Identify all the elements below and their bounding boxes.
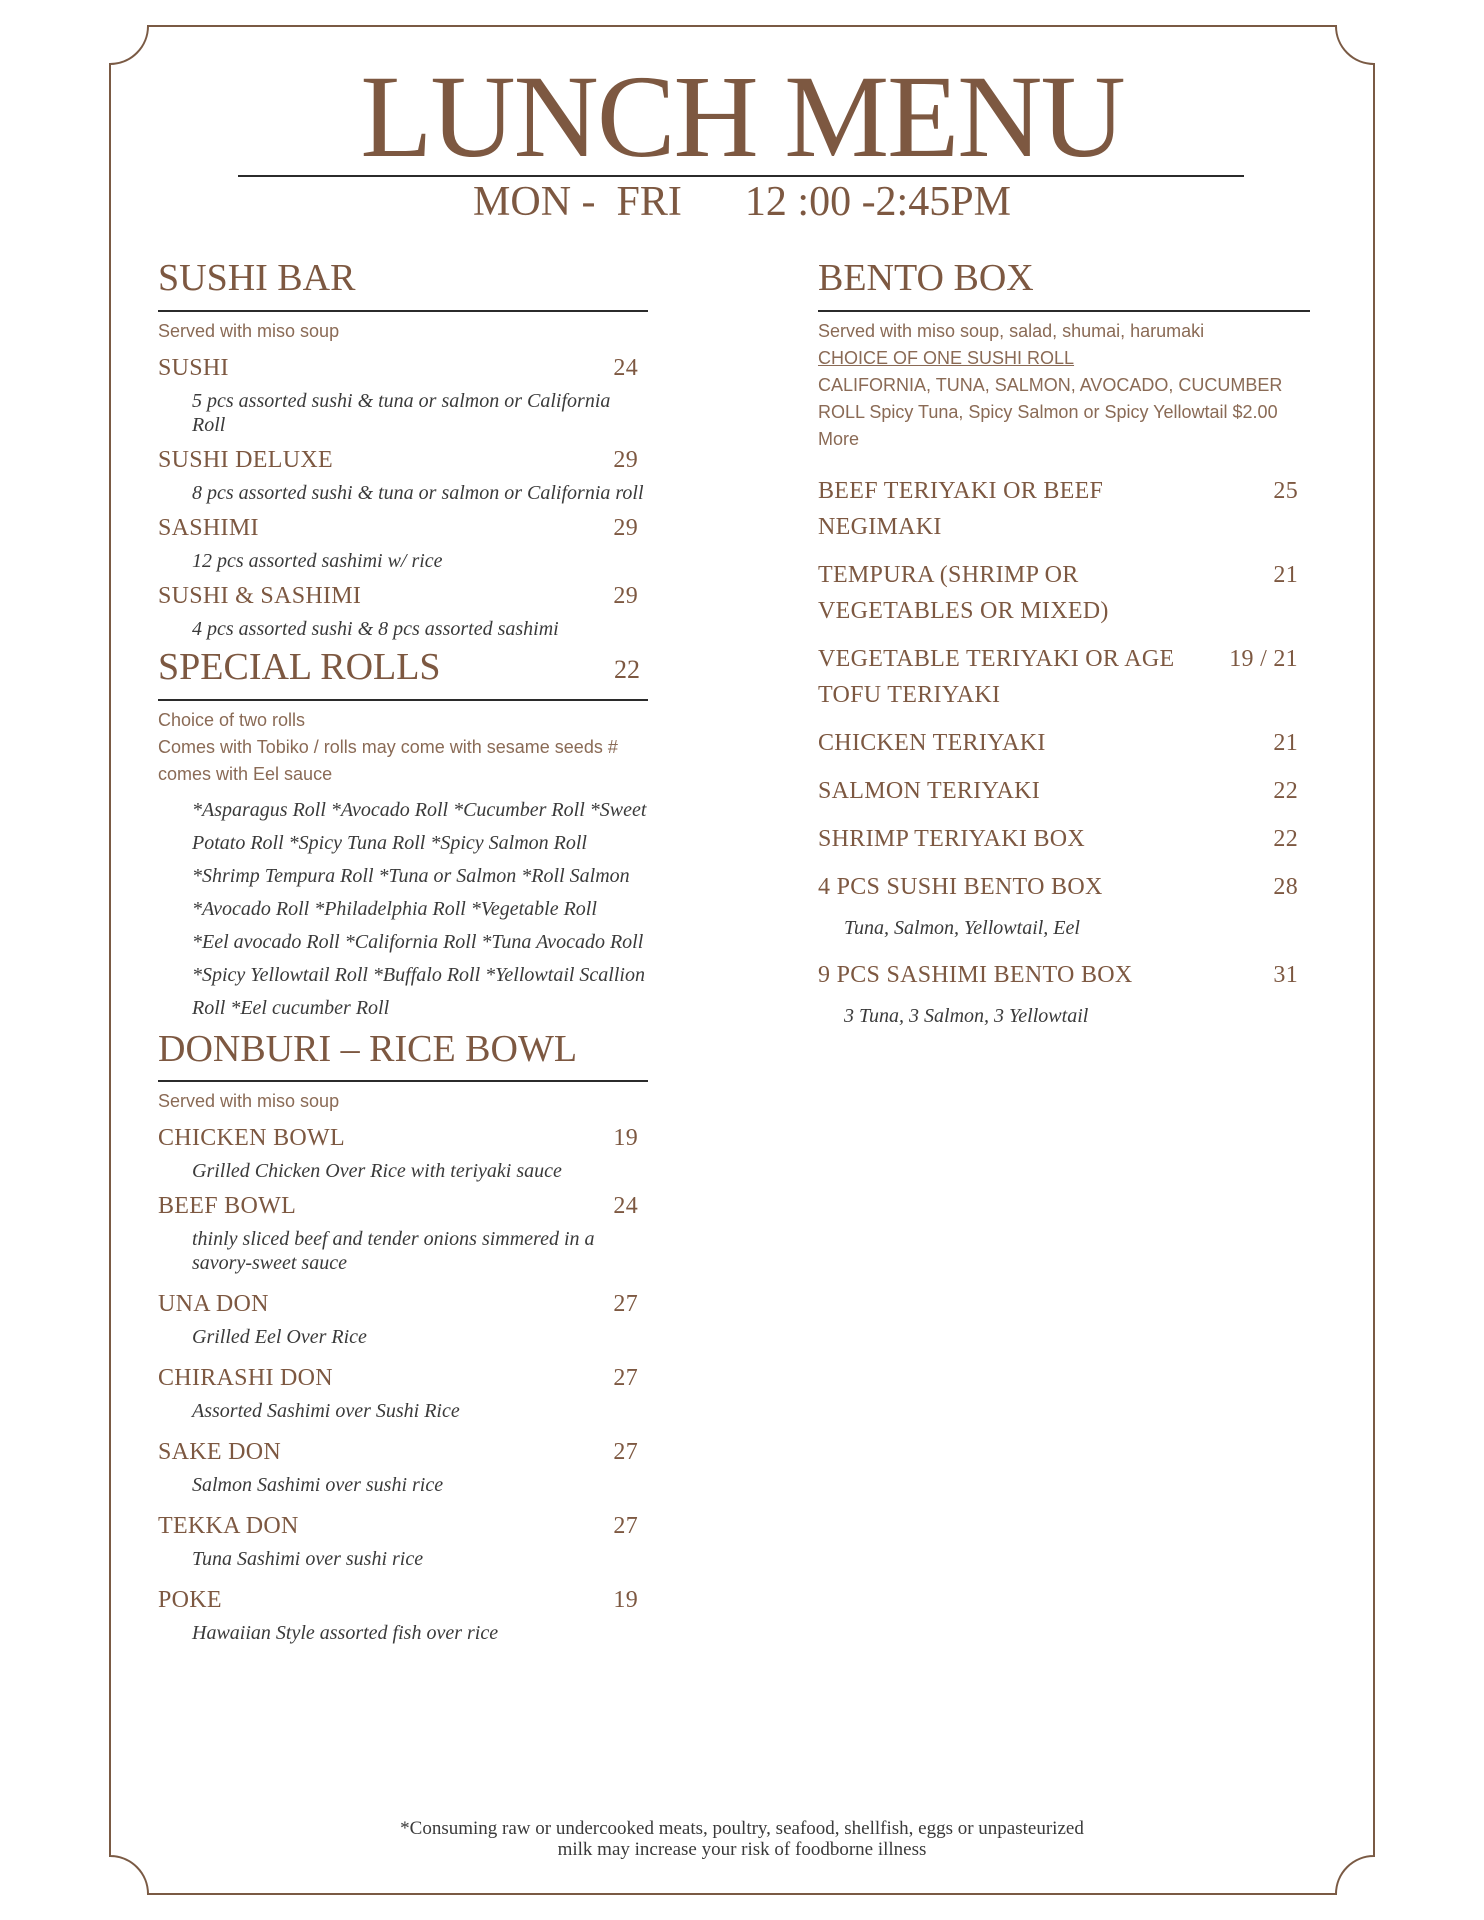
menu-item bbox=[818, 773, 1310, 809]
item-name: SUSHI & SASHIMI bbox=[158, 582, 362, 609]
bento-heading: BENTO BOX bbox=[818, 257, 1034, 299]
item-name: POKE bbox=[158, 1587, 222, 1614]
item-name: SHRIMP TERIYAKI BOX bbox=[818, 825, 1086, 852]
item-name: BEEF TERIYAKI OR BEEF NEGIMAKI bbox=[818, 477, 1104, 540]
item-price: 19 / 21 bbox=[1229, 645, 1298, 672]
roll-list bbox=[192, 794, 648, 1025]
item-name: CHIRASHI DON bbox=[158, 1365, 333, 1392]
item-price: 31 bbox=[1273, 961, 1298, 988]
bento-box-section bbox=[818, 258, 1310, 1029]
item-description: 12 pcs assorted sashimi w/ rice bbox=[192, 549, 443, 572]
item-name: UNA DON bbox=[158, 1291, 269, 1318]
menu-item bbox=[158, 513, 648, 543]
item-name: VEGETABLE TERIYAKI OR AGE TOFU TERIYAKI bbox=[818, 645, 1175, 708]
disclaimer-line: milk may increase your risk of foodborne illness bbox=[557, 1839, 927, 1860]
menu-item bbox=[158, 1191, 648, 1221]
menu-title: LUNCH MENU bbox=[360, 51, 1124, 182]
donburi-section bbox=[158, 1029, 648, 1646]
bento-note: Served with miso soup, salad, shumai, harumaki bbox=[818, 320, 1205, 341]
item-name: TEMPURA (SHRIMP OR VEGETABLES OR MIXED) bbox=[818, 561, 1109, 624]
title-divider bbox=[238, 175, 1244, 177]
menu-item bbox=[818, 725, 1310, 761]
donburi-heading: DONBURI – RICE BOWL bbox=[158, 1027, 578, 1070]
item-description: Hawaiian Style assorted fish over rice bbox=[192, 1622, 499, 1645]
section-heading bbox=[818, 258, 1310, 312]
menu-item bbox=[818, 641, 1310, 713]
bento-roll-options: CALIFORNIA, TUNA, SALMON, AVOCADO, CUCUMBER ROLL Spicy Tuna, Spicy Salmon or Spicy Yellowtail $2.00 More bbox=[818, 374, 1283, 449]
disclaimer-line: *Consuming raw or undercooked meats, poultry, seafood, shellfish, eggs or unpasteurized bbox=[400, 1818, 1084, 1839]
special-rolls-heading: SPECIAL ROLLS bbox=[158, 645, 441, 688]
item-name: 9 PCS SASHIMI BENTO BOX bbox=[818, 961, 1133, 988]
menu-item bbox=[818, 557, 1310, 629]
bento-roll-choice: CHOICE OF ONE SUSHI ROLL bbox=[818, 347, 1075, 368]
menu-item bbox=[158, 1123, 648, 1153]
sushi-bar-heading: SUSHI BAR bbox=[158, 257, 356, 299]
item-price: 27 bbox=[613, 1439, 638, 1466]
special-rolls-section bbox=[158, 647, 648, 1025]
special-rolls-note: Choice of two rolls bbox=[158, 709, 306, 730]
item-description: 4 pcs assorted sushi & 8 pcs assorted sashimi bbox=[192, 617, 559, 640]
item-price: 27 bbox=[613, 1291, 638, 1318]
item-price: 29 bbox=[613, 514, 638, 541]
sushi-bar-section bbox=[158, 258, 648, 641]
item-description: Grilled Chicken Over Rice with teriyaki sauce bbox=[192, 1160, 562, 1183]
right-column bbox=[818, 258, 1310, 1029]
special-rolls-price: 22 bbox=[614, 655, 640, 684]
menu-item bbox=[158, 445, 648, 475]
item-description: Salmon Sashimi over sushi rice bbox=[192, 1474, 444, 1497]
section-heading bbox=[158, 258, 648, 312]
item-description: Assorted Sashimi over Sushi Rice bbox=[192, 1400, 460, 1423]
item-price: 22 bbox=[1273, 777, 1298, 804]
item-price: 27 bbox=[613, 1513, 638, 1540]
item-name: SASHIMI bbox=[158, 514, 259, 541]
item-description: 5 pcs assorted sushi & tuna or salmon or California Roll bbox=[192, 389, 611, 436]
sushi-bar-note: Served with miso soup bbox=[158, 320, 340, 341]
menu-item bbox=[818, 957, 1310, 993]
item-name: SAKE DON bbox=[158, 1439, 282, 1466]
item-name: CHICKEN BOWL bbox=[158, 1125, 345, 1152]
item-price: 21 bbox=[1273, 729, 1298, 756]
item-description: 8 pcs assorted sushi & tuna or salmon or California roll bbox=[192, 481, 644, 504]
section-heading bbox=[158, 647, 648, 701]
item-price: 21 bbox=[1273, 561, 1298, 588]
food-safety-disclaimer bbox=[0, 1818, 1484, 1860]
menu-item bbox=[158, 1437, 648, 1467]
item-price: 19 bbox=[613, 1587, 638, 1614]
menu-item bbox=[158, 1289, 648, 1319]
special-rolls-note: Comes with Tobiko / rolls may come with sesame seeds # comes with Eel sauce bbox=[158, 736, 618, 784]
item-name: SUSHI DELUXE bbox=[158, 446, 333, 473]
item-name: CHICKEN TERIYAKI bbox=[818, 729, 1046, 756]
item-price: 19 bbox=[613, 1125, 638, 1152]
item-price: 27 bbox=[613, 1365, 638, 1392]
item-description: Tuna Sashimi over sushi rice bbox=[192, 1548, 424, 1571]
item-price: 24 bbox=[613, 1193, 638, 1220]
item-price: 29 bbox=[613, 446, 638, 473]
item-name: BEEF BOWL bbox=[158, 1193, 297, 1220]
item-name: SALMON TERIYAKI bbox=[818, 777, 1041, 804]
item-price: 25 bbox=[1273, 477, 1298, 504]
menu-item bbox=[818, 869, 1310, 905]
roll-options: *Asparagus Roll *Avocado Roll *Cucumber Roll *Sweet Potato Roll *Spicy Tuna Roll *Spicy Salmon Roll *Shrimp Tempura Roll *Tuna or Salmon *Roll Salmon *Avocado Roll *Philadelphia Roll *Vegetable Roll bbox=[192, 798, 647, 920]
item-name: SUSHI bbox=[158, 354, 229, 381]
menu-item bbox=[158, 1585, 648, 1615]
menu-item bbox=[818, 473, 1310, 545]
item-description: thinly sliced beef and tender onions simmered in a savory-sweet sauce bbox=[192, 1228, 595, 1275]
item-price: 24 bbox=[613, 354, 638, 381]
item-name: 4 PCS SUSHI BENTO BOX bbox=[818, 873, 1103, 900]
menu-item bbox=[158, 1363, 648, 1393]
item-description: 3 Tuna, 3 Salmon, 3 Yellowtail bbox=[844, 1004, 1089, 1027]
item-price: 28 bbox=[1273, 873, 1298, 900]
section-heading bbox=[158, 1029, 648, 1083]
menu-item bbox=[158, 1511, 648, 1541]
item-price: 22 bbox=[1273, 825, 1298, 852]
donburi-note: Served with miso soup bbox=[158, 1091, 340, 1112]
menu-item bbox=[158, 581, 648, 611]
item-price: 29 bbox=[613, 582, 638, 609]
serving-hours: MON - FRI 12 :00 -2:45PM bbox=[473, 179, 1011, 225]
item-description: Tuna, Salmon, Yellowtail, Eel bbox=[844, 916, 1080, 939]
left-column bbox=[158, 258, 648, 1645]
menu-item bbox=[818, 821, 1310, 857]
item-description: Grilled Eel Over Rice bbox=[192, 1326, 367, 1349]
menu-item bbox=[158, 353, 648, 383]
item-name: TEKKA DON bbox=[158, 1513, 299, 1540]
roll-options: *Eel avocado Roll *California Roll *Tuna Avocado Roll *Spicy Yellowtail Roll *Buffalo Roll *Yellowtail Scallion Roll *Eel cucumber Roll bbox=[192, 930, 645, 1019]
